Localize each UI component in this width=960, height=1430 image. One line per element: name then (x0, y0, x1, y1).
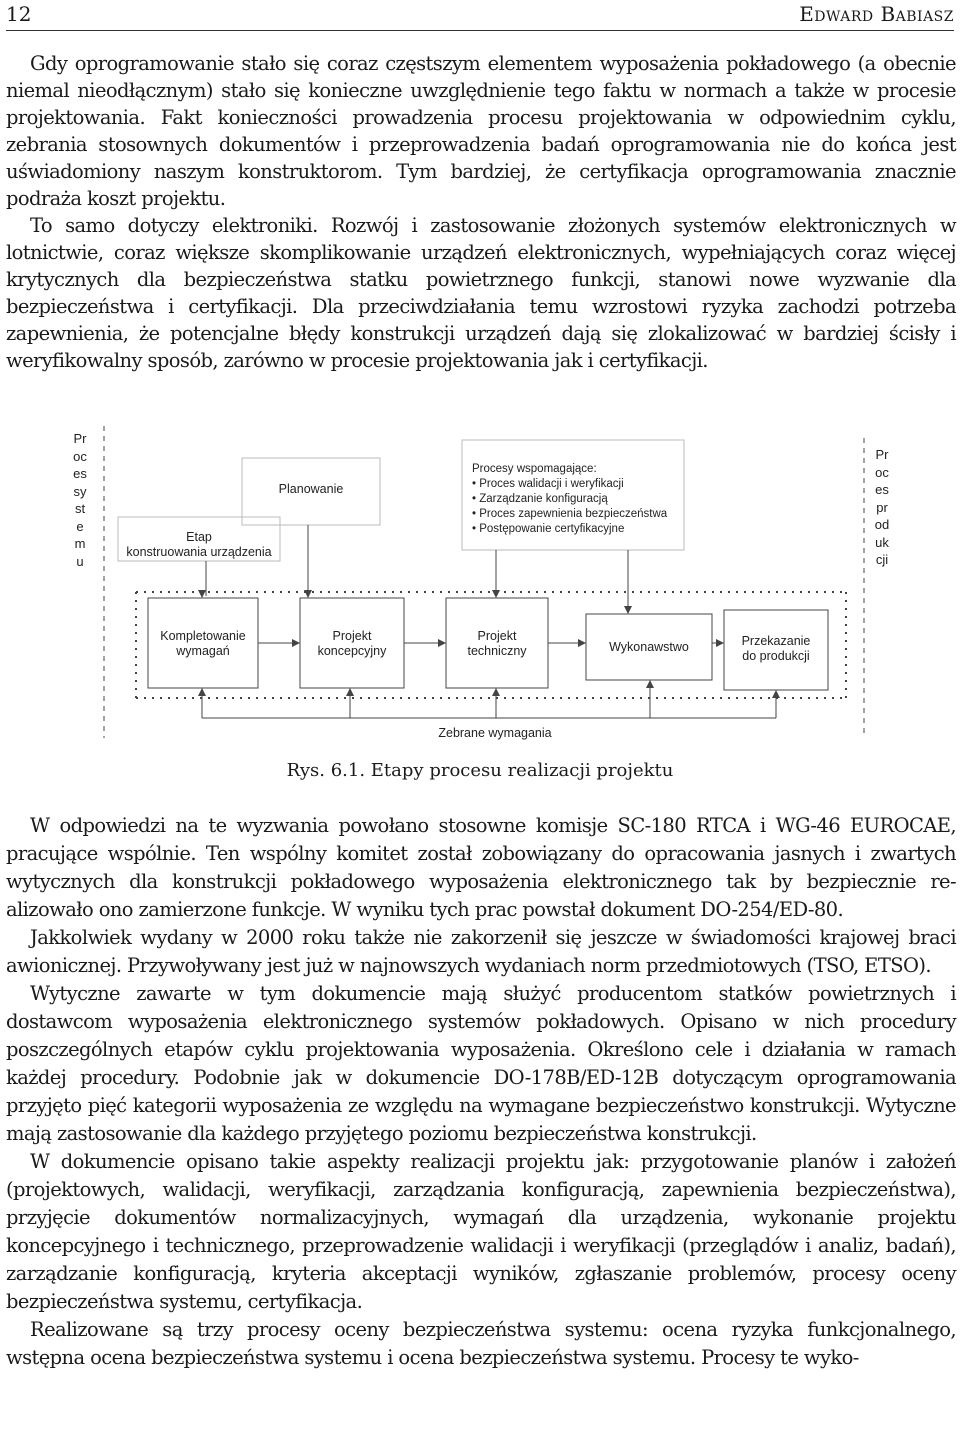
arrowhead (438, 639, 446, 647)
arrowhead (772, 690, 780, 698)
stage-label: Kompletowanie wymagań (160, 629, 246, 658)
arrowhead (292, 639, 300, 647)
paragraph: To samo dotyczy elektroniki. Rozwój i zastosowanie złożonych systemów elektronicznych w lotnictwie, coraz większe skomplikowanie urządzeń elektronicznych, wypełniających coraz więcej krytycznych dla bezpieczeństwa statku powietrznego funkcji, stanowi nowe wyzwanie dla bezpieczeństwa i certyfikacji. Dla przeciwdziałania temu wzrostowi ryzyka zachodzi potrzeba zapewnienia, że potencjalne błędy konstrukcji urządzeń dają się zlokalizować w bardziej ścisły i weryfikowalny sposób, zarówno w procesie projektowania jak i certyfikacji. (6, 214, 956, 372)
paragraph: W odpowiedzi na te wyzwania powołano stosowne komisje SC-180 RTCA i WG-46 EUROCAE, pracujące wspólnie. Ten wspólny komitet został zobowiązany do opracowania jasnych i zwartych wytycznych dla konstrukcji pokładowego wyposażenia elektronicznego tak by bezpiecznie re-alizowało ono zamierzone funkcje. W wyniku tych prac powstał dokument DO-254/ED-80. (6, 814, 956, 921)
arrowhead (198, 590, 206, 598)
stage-label: Wykonawstwo (609, 640, 689, 654)
arrowhead (578, 639, 586, 647)
intro-text (6, 50, 956, 374)
paragraph: W dokumencie opisano takie aspekty realizacji projektu jak: przygotowanie planów i założeń (projektowych, walidacji, weryfikacji, zarządzania konfiguracją, zapewnienia bezpieczeństwa), przyjęcie dokumentów normalizacyjnych, wymagań dla urządzenia, wykonanie projektu koncepcyjnego i technicznego, przeprowadzenie walidacji i weryfikacji (przeglądów i analiz, badań), zarządzanie konfiguracją, kryteria akceptacji wyników, zgłaszanie problemów, procesy oceny bezpieczeństwa systemu, certyfikacja. (6, 1150, 956, 1313)
paragraph: Realizowane są trzy procesy oceny bezpieczeństwa systemu: ocena ryzyka funkcjonalnego, wstępna ocena bezpieczeństwa systemu i ocena bezpieczeństwa systemu. Procesy te wyko- (6, 1318, 956, 1369)
support-processes-list (472, 477, 667, 537)
paragraph: Gdy oprogramowanie stało się coraz częstszym elementem wyposażenia pokładowego (a obecnie niemal nieodłącznym) stało się konieczne uwzględnienie tego faktu w normach a także w procesie projektowania. Fakt konieczności prowadzenia procesu projektowania w odpowiednim cyklu, zebrania stosownych dokumentów i przeprowadzenia badań oprogramowania nie do końca jest uświadomiony naszym konstruktorom. Tym bardziej, że certyfikacja oprogramowania znacznie podraża koszt projektu. (6, 52, 956, 210)
left-vertical-label: Proces systemu (73, 431, 91, 569)
support-processes (472, 462, 667, 537)
page-header (0, 0, 960, 34)
stage-label: Przekazanie do produkcji (741, 634, 811, 663)
arrowhead (304, 590, 312, 598)
stage-label: Projekt techniczny (467, 629, 527, 658)
paragraph: Wytyczne zawarte w tym dokumencie mają służyć producentom statków powietrznych i dostawcom wyposażenia elektronicznego systemów pokładowych. Opisano w nich procedury poszczególnych etapów cyklu projektowania wyposażenia. Określono cele i działania w ramach każdej procedury. Podobnie jak w dokumencie DO-178B/ED-12B dotyczącym oprogramowania przyjęto pięć kategorii wyposażenia ze względu na wymagane bezpieczeństwo konstrukcji. Wytyczne mają zastosowanie dla każdego przyjętego poziomu bezpieczeństwa konstrukcji. (6, 982, 956, 1145)
paragraph: Jakkolwiek wydany w 2000 roku także nie zakorzenił się jeszcze w świadomości krajowej braci awionicznej. Przywoływany jest już w najnowszych wydaniach norm przedmiotowych (TSO, ETSO). (6, 926, 956, 977)
arrowhead (492, 590, 500, 598)
planowanie-label: Planowanie (278, 482, 344, 496)
running-head: Edward Babiasz (799, 2, 954, 26)
arrowhead (198, 688, 206, 696)
list-item: • Zarządzanie konfiguracją (472, 492, 667, 507)
list-item: • Proces walidacji i weryfikacji (472, 477, 667, 492)
support-processes-title: Procesy wspomagające: (472, 463, 597, 475)
list-item: • Postępowanie certyfikacyjne (472, 522, 667, 537)
right-vertical-label: Proces produkcji (874, 447, 893, 567)
collected-requirements-label: Zebrane wymagania (438, 726, 552, 740)
etap-label: Etap konstruowania urządzenia (126, 530, 272, 559)
list-item: • Proces zapewnienia bezpieczeństwa (472, 507, 667, 522)
page-number: 12 (6, 2, 32, 26)
arrowhead (646, 680, 654, 688)
figure-process-diagram (0, 418, 960, 758)
figure-caption: Rys. 6.1. Etapy procesu realizacji projektu (286, 760, 674, 781)
arrowhead (624, 606, 632, 614)
body-text (6, 812, 956, 1372)
header-rule (6, 30, 954, 31)
arrowhead (716, 639, 724, 647)
stage-label: Projekt koncepcyjny (317, 629, 387, 658)
arrowhead (346, 688, 354, 696)
arrowhead (492, 688, 500, 696)
